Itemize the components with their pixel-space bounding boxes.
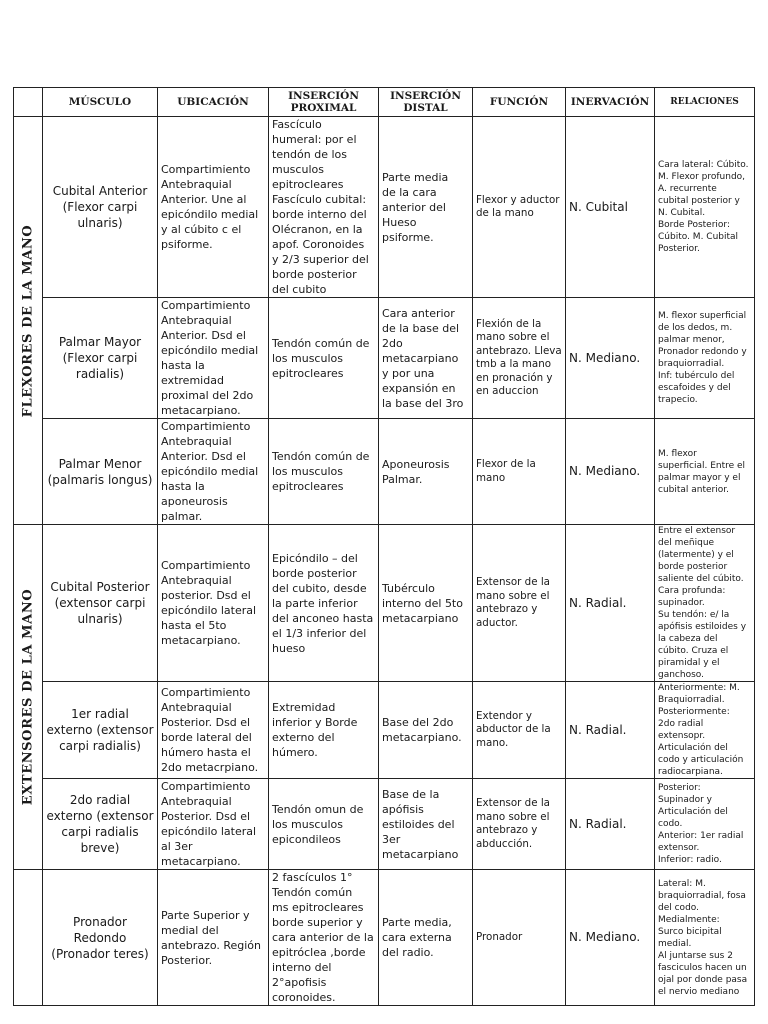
cell-insercion-distal: Base del 2do metacarpiano. bbox=[379, 682, 473, 779]
cell-funcion: Flexión de la mano sobre el antebrazo. Lleva tmb a la mano en pronación y en aduccion bbox=[473, 298, 566, 419]
group-label-cell bbox=[14, 870, 43, 1006]
cell-insercion-distal: Cara anterior de la base del 2do metacarpiano y por una expansión en la base del 3ro bbox=[379, 298, 473, 419]
cell-musculo: Cubital Posterior (extensor carpi ulnaris) bbox=[43, 525, 158, 682]
header-musculo: MÚSCULO bbox=[43, 88, 158, 117]
cell-insercion-distal: Parte media, cara externa del radio. bbox=[379, 870, 473, 1006]
header-insercion-proximal: INSERCIÓN PROXIMAL bbox=[269, 88, 379, 117]
cell-inervacion: N. Radial. bbox=[566, 682, 655, 779]
cell-insercion-distal: Parte media de la cara anterior del Hueso psiforme. bbox=[379, 117, 473, 298]
cell-ubicacion: Parte Superior y medial del antebrazo. Región Posterior. bbox=[158, 870, 269, 1006]
cell-ubicacion: Compartimiento Antebraquial Posterior. Dsd el borde lateral del húmero hasta el 2do metacrpiano. bbox=[158, 682, 269, 779]
table-row bbox=[14, 117, 755, 298]
cell-inervacion: N. Cubital bbox=[566, 117, 655, 298]
cell-inervacion: N. Radial. bbox=[566, 525, 655, 682]
group-label-cell bbox=[14, 117, 43, 525]
cell-musculo: 2do radial externo (extensor carpi radialis breve) bbox=[43, 779, 158, 870]
cell-ubicacion: Compartimiento Antebraquial Anterior. Dsd el epicóndilo medial hasta la aponeurosis palmar. bbox=[158, 419, 269, 525]
cell-insercion-proximal: Fascículo humeral: por el tendón de los musculos epitrocleares Fascículo cubital: borde interno del Olécranon, en la apof. Coronoides y 2/3 superior del borde posterior del cubito bbox=[269, 117, 379, 298]
cell-insercion-proximal: Epicóndilo – del borde posterior del cubito, desde la parte inferior del anconeo hasta el 1/3 inferior del hueso bbox=[269, 525, 379, 682]
cell-funcion: Flexor de la mano bbox=[473, 419, 566, 525]
cell-musculo: Cubital Anterior (Flexor carpi ulnaris) bbox=[43, 117, 158, 298]
cell-relaciones: Lateral: M. braquiorradial, fosa del codo. Medialmente: Surco bicipital medial. Al juntarse sus 2 fasciculos hacen un ojal por donde pasa el nervio mediano bbox=[655, 870, 755, 1006]
table-row bbox=[14, 525, 755, 682]
table-row bbox=[14, 298, 755, 419]
header-insercion-distal: INSERCIÓN DISTAL bbox=[379, 88, 473, 117]
cell-inervacion: N. Mediano. bbox=[566, 870, 655, 1006]
cell-funcion: Extensor de la mano sobre el antebrazo y aductor. bbox=[473, 525, 566, 682]
cell-relaciones: Entre el extensor del meñique (latermente) y el borde posterior saliente del cúbito. Cara profunda: supinador. Su tendón: e/ la apófisis estiloides y la cabeza del cúbito. Cruza el piramidal y el ganchoso. bbox=[655, 525, 755, 682]
cell-insercion-distal: Aponeurosis Palmar. bbox=[379, 419, 473, 525]
cell-ubicacion: Compartimiento Antebraquial Posterior. Dsd el epicóndilo lateral al 3er metacarpiano. bbox=[158, 779, 269, 870]
cell-ubicacion: Compartimiento Antebraquial Anterior. Une al epicóndilo medial y al cúbito c el psiforme. bbox=[158, 117, 269, 298]
cell-insercion-proximal: Tendón común de los musculos epitrocleares bbox=[269, 419, 379, 525]
header-corner bbox=[14, 88, 43, 117]
cell-musculo: Pronador Redondo (Pronador teres) bbox=[43, 870, 158, 1006]
group-label-flexores: FLEXORES DE LA MANO bbox=[20, 224, 36, 417]
cell-relaciones: Posterior: Supinador y Articulación del codo. Anterior: 1er radial extensor. Inferior: radio. bbox=[655, 779, 755, 870]
cell-ubicacion: Compartimiento Antebraquial Anterior. Dsd el epicóndilo medial hasta la extremidad proximal del 2do metacarpiano. bbox=[158, 298, 269, 419]
cell-musculo: Palmar Mayor (Flexor carpi radialis) bbox=[43, 298, 158, 419]
header-inervacion: INERVACIÓN bbox=[566, 88, 655, 117]
cell-funcion: Extensor de la mano sobre el antebrazo y abducción. bbox=[473, 779, 566, 870]
cell-funcion: Extendor y abductor de la mano. bbox=[473, 682, 566, 779]
header-funcion: FUNCIÓN bbox=[473, 88, 566, 117]
muscle-table bbox=[13, 87, 755, 1006]
cell-funcion: Pronador bbox=[473, 870, 566, 1006]
group-label-cell bbox=[14, 525, 43, 870]
header-relaciones: RELACIONES bbox=[655, 88, 755, 117]
cell-relaciones: Anteriormente: M. Braquiorradial. Posteriormente: 2do radial extensopr. Articulación del codo y articulación radiocarpiana. bbox=[655, 682, 755, 779]
cell-insercion-proximal: Tendón común de los musculos epitrocleares bbox=[269, 298, 379, 419]
cell-insercion-proximal: Tendón omun de los musculos epicondileos bbox=[269, 779, 379, 870]
cell-inervacion: N. Mediano. bbox=[566, 419, 655, 525]
group-label-extensores: EXTENSORES DE LA MANO bbox=[20, 588, 36, 806]
cell-inervacion: N. Radial. bbox=[566, 779, 655, 870]
table-row bbox=[14, 419, 755, 525]
cell-insercion-proximal: Extremidad inferior y Borde externo del húmero. bbox=[269, 682, 379, 779]
table-row bbox=[14, 682, 755, 779]
cell-funcion: Flexor y aductor de la mano bbox=[473, 117, 566, 298]
cell-ubicacion: Compartimiento Antebraquial posterior. Dsd el epicóndilo lateral hasta el 5to metacarpiano. bbox=[158, 525, 269, 682]
cell-relaciones: M. flexor superficial. Entre el palmar mayor y el cubital anterior. bbox=[655, 419, 755, 525]
header-row bbox=[14, 88, 755, 117]
cell-relaciones: Cara lateral: Cúbito. M. Flexor profundo, A. recurrente cubital posterior y N. Cubital. Borde Posterior: Cúbito. M. Cubital Posterior. bbox=[655, 117, 755, 298]
table-row bbox=[14, 779, 755, 870]
table-row bbox=[14, 870, 755, 1006]
cell-insercion-distal: Base de la apófisis estiloides del 3er metacarpiano bbox=[379, 779, 473, 870]
cell-relaciones: M. flexor superficial de los dedos, m. palmar menor, Pronador redondo y braquiorradial. Inf: tubérculo del escafoides y del trapecio. bbox=[655, 298, 755, 419]
cell-musculo: Palmar Menor (palmaris longus) bbox=[43, 419, 158, 525]
cell-inervacion: N. Mediano. bbox=[566, 298, 655, 419]
cell-musculo: 1er radial externo (extensor carpi radialis) bbox=[43, 682, 158, 779]
header-ubicacion: UBICACIÓN bbox=[158, 88, 269, 117]
cell-insercion-proximal: 2 fascículos 1° Tendón común ms epitrocleares borde superior y cara anterior de la epitróclea ,borde interno del 2°apofisis coronoides. bbox=[269, 870, 379, 1006]
cell-insercion-distal: Tubérculo interno del 5to metacarpiano bbox=[379, 525, 473, 682]
